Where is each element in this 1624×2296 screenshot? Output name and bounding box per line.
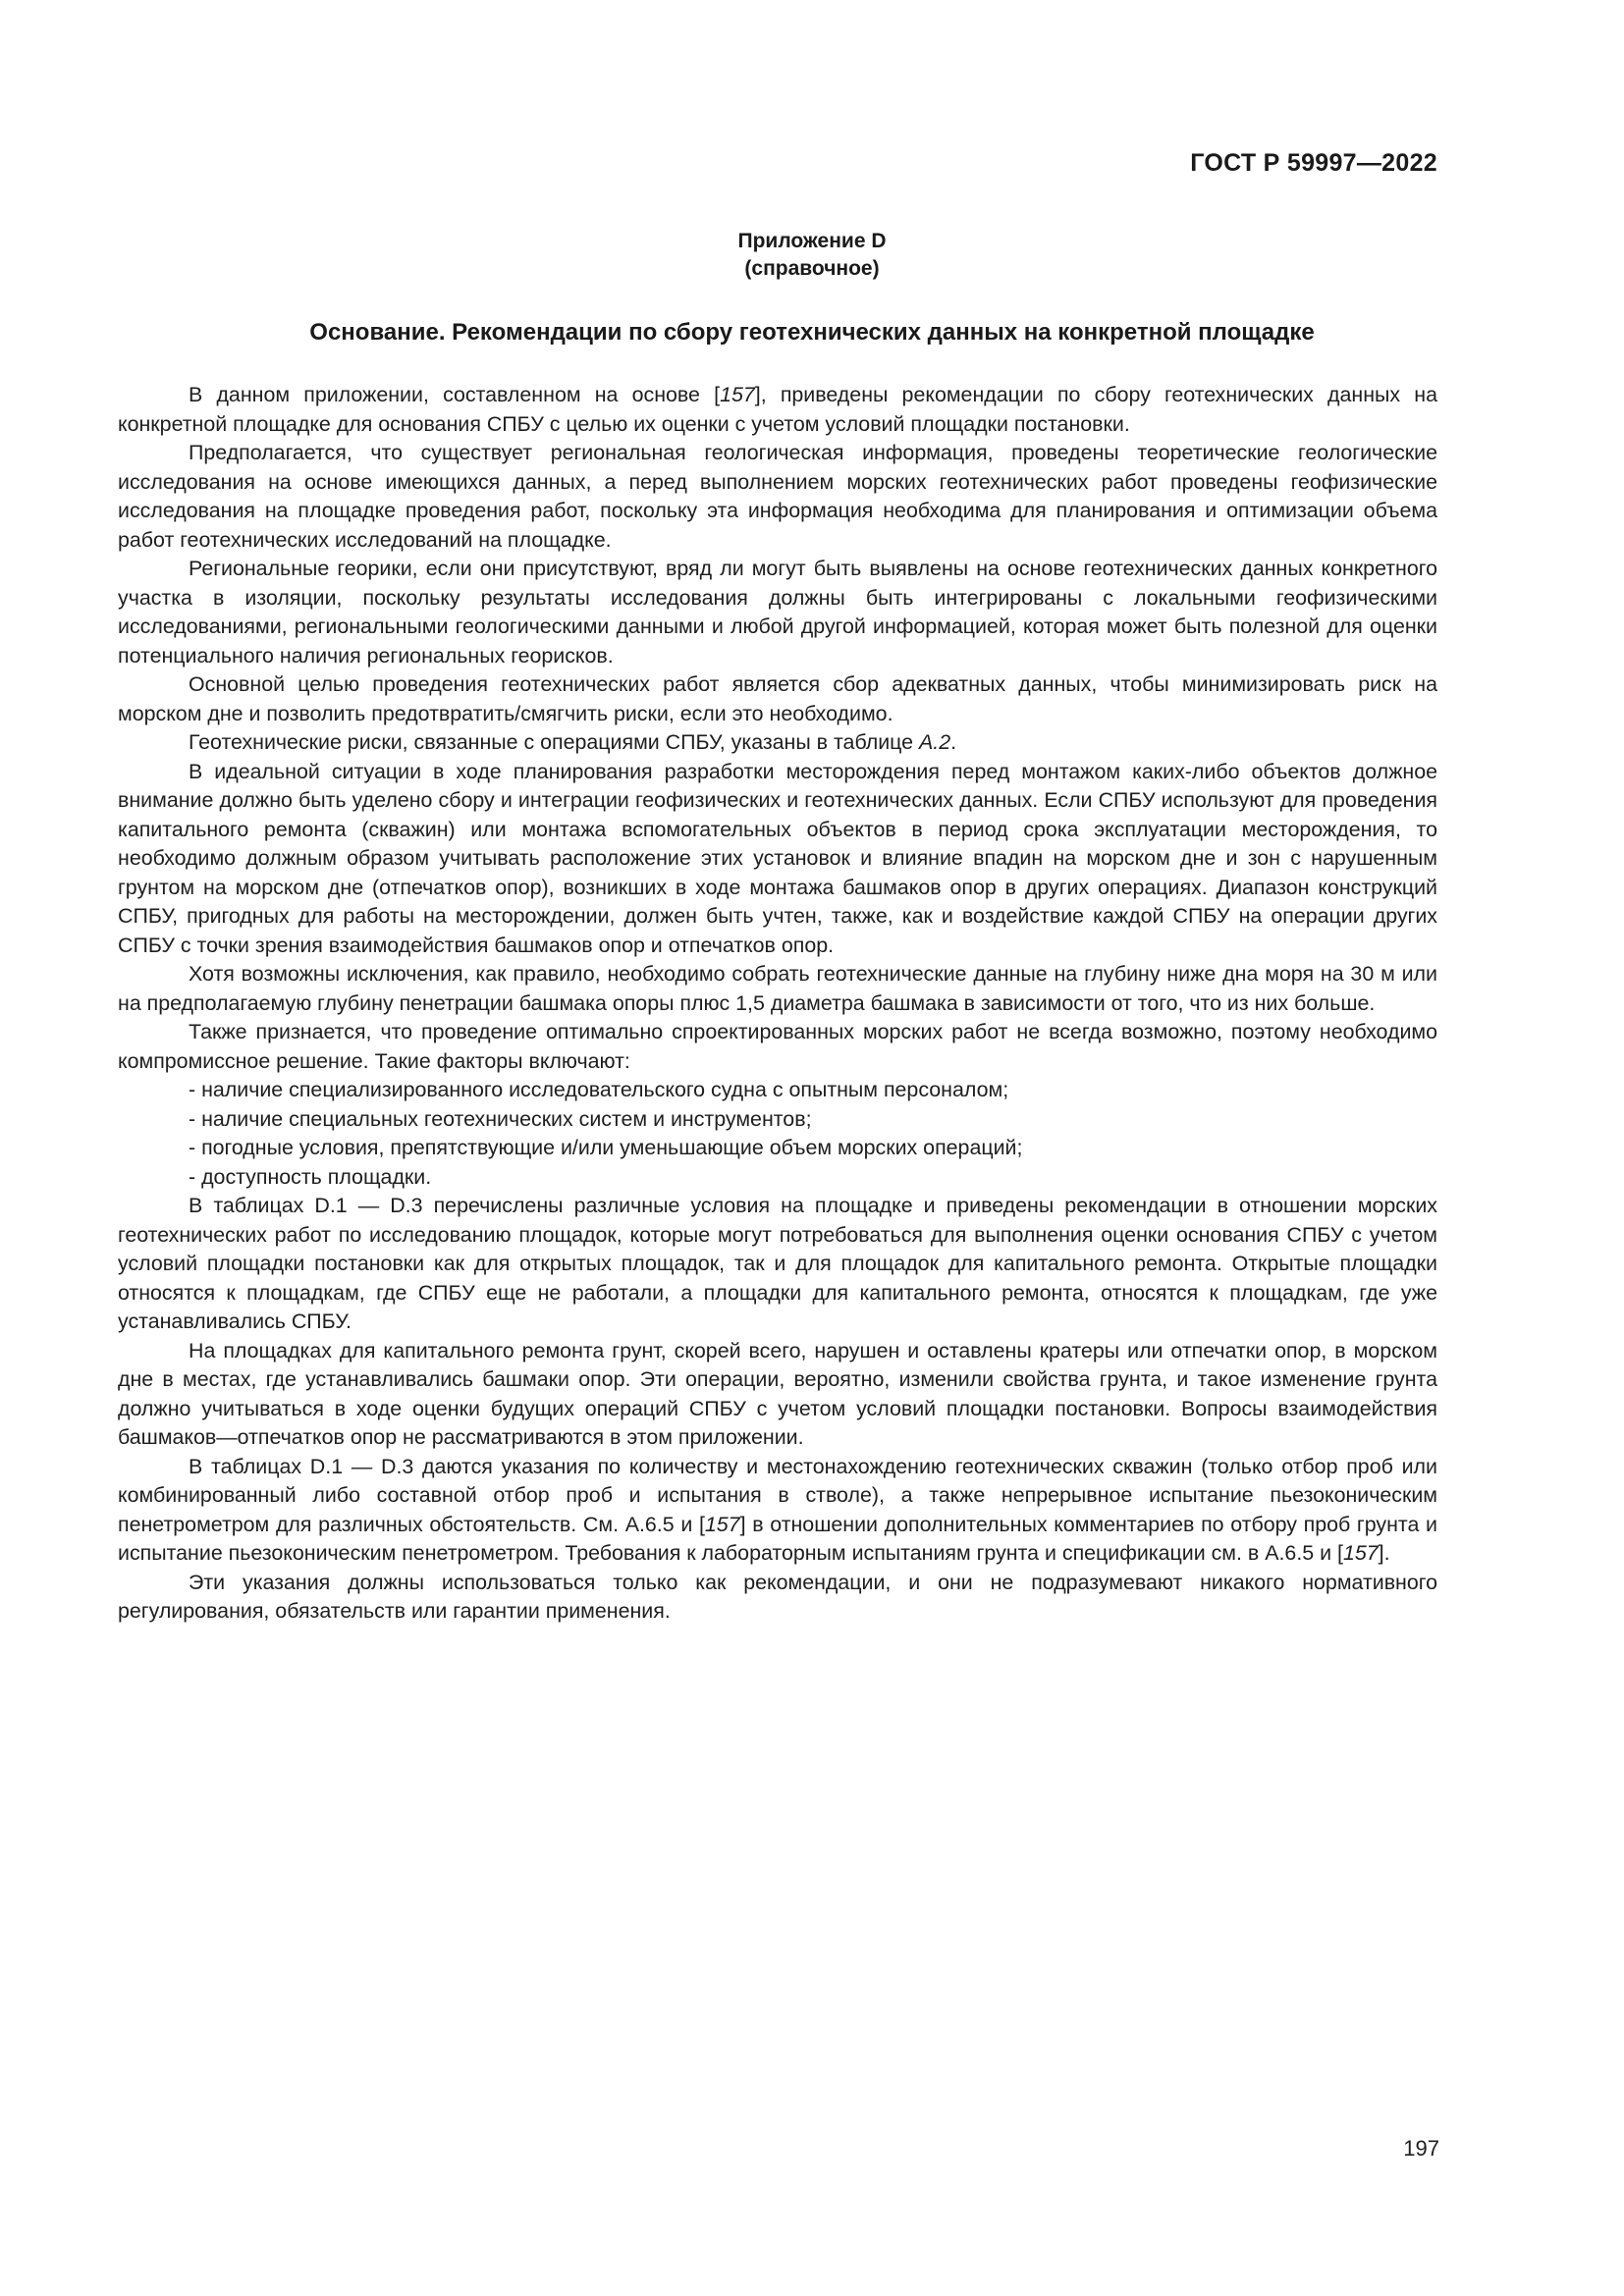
paragraph-6: В идеальной ситуации в ходе планирования разработки месторождения перед монтажом каких-либо объектов должное внимание должно быть уделено сбору и интеграции геофизических и геотехнических данных. Если СПБУ используют для проведения капитального ремонта (скважин) или монтажа вспомогательных объектов в период срока эксплуатации месторождения, то необходимо должным образом учитывать расположение этих установок и влияние впадин на морском дне и зон с нарушенным грунтом на морском дне (отпечатков опор), возникших в ходе монтажа башмаков опор в других операциях. Диапазон конструкций СПБУ, пригодных для работы на месторождении, должен быть учтен, также, как и воздействие каждой СПБУ на операции других СПБУ с точки зрения взаимодействия башмаков опор и отпечатков опор.: [118, 759, 1437, 957]
paragraph-8: Также признается, что проведение оптимально спроектированных морских работ не всегда возможно, поэтому необходимо компромиссное решение. Такие факторы включают:: [118, 1020, 1437, 1073]
paragraph-text: ], приведены рекомендации по сбору геотехнических данных на конкретной площадке для основания СПБУ с целью их оценки с учетом условий площадки постановки.: [118, 383, 1437, 436]
standard-code: ГОСТ Р 59997—2022: [1190, 149, 1437, 177]
paragraph-1: [118, 381, 1437, 439]
paragraph-text: Геотехнические риски, связанные с операциями СПБУ, указаны в таблице: [189, 730, 920, 754]
paragraph-text: ].: [1378, 1541, 1390, 1565]
paragraph-2: Предполагается, что существует региональная геологическая информация, проведены теоретические геологические исследования на основе имеющихся данных, а перед выполнением морских геотехнических работ проведены геофизические исследования на площадке проведения работ, поскольку эта информация необходима для планирования и оптимизации объема работ геотехнических исследований на площадке.: [118, 441, 1437, 552]
paragraph-3: Региональные георики, если они присутствуют, вряд ли могут быть выявлены на основе геотехнических данных конкретного участка в изоляции, поскольку результаты исследования должны быть интегрированы с локальными геофизическими исследованиями, региональными геологическими данными и любой другой информацией, которая может быть полезной для оценки потенциального наличия региональных георисков.: [118, 557, 1437, 667]
page-title: Основание. Рекомендации по сбору геотехнических данных на конкретной площадке: [309, 319, 1315, 346]
paragraph-text: ] в отношении дополнительных комментариев по отбору проб грунта и испытание пьезоконическим пенетрометром. Требования к лабораторным испытаниям грунта и спецификации см. в А.6.5 и [: [118, 1512, 1437, 1565]
reference-link: 157: [720, 383, 755, 406]
paragraph-11: [118, 1453, 1437, 1569]
table-reference: А.2: [919, 730, 951, 754]
paragraph-5: [118, 728, 1437, 758]
list-item: - доступность площадки.: [189, 1164, 432, 1189]
paragraph-9: В таблицах D.1 — D.3 перечислены различные условия на площадке и приведены рекомендации в отношении морских геотехнических работ по исследованию площадок, которые могут потребоваться для выполнения оценки основания СПБУ с учетом условий площадки постановки как для открытых площадок, так и для площадок для капитального ремонта. Открытые площадки относятся к площадкам, где СПБУ еще не работали, а площадки для капитального ремонта, относятся к площадкам, где уже устанавливались СПБУ.: [118, 1194, 1437, 1333]
appendix-heading: [0, 228, 1624, 283]
reference-link: 157: [704, 1512, 740, 1536]
paragraph-text: В данном приложении, составленном на основе [: [189, 383, 721, 406]
list-item: - погодные условия, препятствующие и/или уменьшающие объем морских операций;: [189, 1136, 1023, 1159]
reference-link: 157: [1342, 1541, 1379, 1565]
document-body: [118, 381, 1437, 1627]
paragraph-text: В таблицах D.1 — D.3 даются указания по количеству и местонахождению геотехнических скважин (только отбор проб или комбинированный либо составной отбор проб и испытания в стволе), а также непрерывное испытание пьезоконическим пенетрометром для различных обстоятельств. См. А.6.5 и [: [118, 1454, 1437, 1536]
paragraph-7: Хотя возможны исключения, как правило, необходимо собрать геотехнические данные на глубину ниже дна моря на 30 м или на предполагаемую глубину пенетрации башмака опоры плюс 1,5 диаметра башмака в зависимости от того, что из них больше.: [118, 962, 1437, 1015]
paragraph-4: Основной целью проведения геотехнических работ является сбор адекватных данных, чтобы минимизировать риск на морском дне и позволить предотвратить/смягчить риски, если это необходимо.: [118, 672, 1437, 725]
paragraph-text: .: [950, 730, 957, 754]
list-item: - наличие специализированного исследовательского судна с опытным персоналом;: [189, 1078, 1009, 1101]
paragraph-10: На площадках для капитального ремонта грунт, скорей всего, нарушен и оставлены кратеры или отпечатки опор, в морском дне в местах, где устанавливались башмаки опор. Эти операции, вероятно, изменили свойства грунта, и такое изменение грунта должно учитываться в ходе оценки будущих операций СПБУ с учетом условий площадки постановки. Вопросы взаимодействия башмаков—отпечатков опор не рассматриваются в этом приложении.: [118, 1338, 1437, 1449]
paragraph-12: Эти указания должны использоваться только как рекомендации, и они не подразумевают никакого нормативного регулирования, обязательств или гарантии применения.: [118, 1570, 1437, 1623]
appendix-type: (справочное): [744, 257, 880, 280]
appendix-label: Приложение D: [737, 230, 887, 252]
list-item: - наличие специальных геотехнических систем и инструментов;: [189, 1106, 812, 1131]
page-number: 197: [1403, 2136, 1439, 2161]
